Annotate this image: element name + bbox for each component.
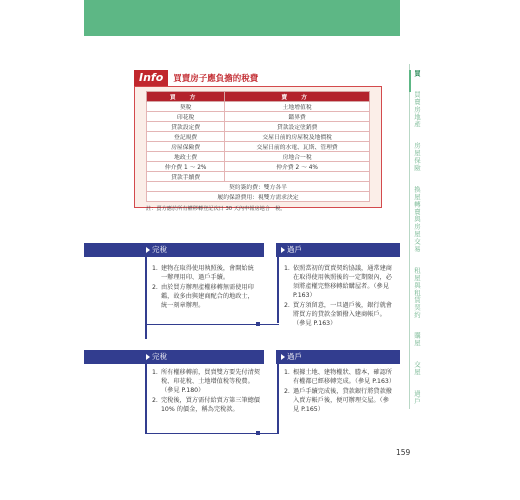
section-tag-seller-bottom	[278, 350, 305, 364]
arrow-icon	[146, 247, 150, 253]
side-tab-6[interactable]: 交屋	[413, 361, 421, 377]
table-row	[147, 172, 370, 182]
list-item: 1. 依照當初的買賣契約協議，通常建商在取得使用執照後的一定期限內，必須將產權完整移轉給購屋者。（參見 P.163）	[284, 265, 392, 299]
table-row	[147, 112, 370, 122]
side-tab-5[interactable]: 購屋	[413, 332, 421, 348]
header-band	[84, 0, 400, 36]
table-row	[147, 152, 370, 162]
section-tag-label: 過戶	[287, 352, 302, 361]
table-row-shared	[147, 182, 370, 192]
steps-seller-top	[284, 264, 394, 329]
side-tab-0[interactable]: 買	[413, 70, 421, 78]
flow-line-seller-top	[277, 257, 279, 323]
section-tag-label: 完稅	[152, 352, 167, 361]
table-row-shared	[147, 192, 370, 202]
flow-line-buyer-bottom	[145, 364, 147, 434]
seller-cell: 交屋日前的水電、瓦斯、管理費	[225, 142, 370, 152]
buyer-cell: 地政士費	[147, 152, 225, 162]
active-tab-marker	[409, 70, 411, 92]
list-item: 2. 過戶手續完成後，貸款銀行將貸款撥入賣方帳戶後，便可辦理交屋。（參見 P.165）	[284, 388, 392, 413]
table-row	[147, 162, 370, 172]
section-tag-label: 完稅	[152, 245, 167, 254]
steps-seller-bottom	[284, 368, 394, 415]
list-item: 2. 由於買方辦理產權移轉無需使用印鑑，故多由與建商配合的地政士，統一刻章辦理。	[152, 284, 254, 309]
seller-cell: 鑑界費	[225, 112, 370, 122]
section-bar-buyer-top	[84, 243, 264, 257]
flow-node	[256, 431, 260, 435]
buyer-cell: 仲介費 1 ～ 2%	[147, 162, 225, 172]
arrow-icon	[146, 354, 150, 360]
arrow-icon	[281, 247, 285, 253]
shared-cell: 履約保證費用：視雙方需求決定	[147, 192, 370, 202]
tax-table	[146, 91, 370, 202]
side-tab-2[interactable]: 房屋保險	[413, 142, 421, 173]
side-tab-4[interactable]: 租屋與租賃契約	[413, 266, 421, 319]
seller-cell: 土地增值稅	[225, 102, 370, 112]
info-badge: Info	[134, 70, 168, 86]
shared-cell: 契約簽約費：雙方各半	[147, 182, 370, 192]
buyer-cell: 貸款設定費	[147, 122, 225, 132]
buyer-cell: 貸款手續費	[147, 172, 225, 182]
arrow-icon	[281, 354, 285, 360]
side-tab-3[interactable]: 換屋轉賣與房屋交易	[413, 186, 421, 253]
section-tag-seller-top	[278, 243, 305, 257]
flow-line-seller-bottom	[277, 364, 279, 434]
side-tab-1[interactable]: 買賣房地產	[413, 91, 421, 129]
list-item: 2. 買方須留意，一旦過戶後，銀行就會將買方的貸款金額撥入建商帳戶。（參見 P.163）	[284, 302, 392, 327]
tax-table-header	[147, 92, 370, 102]
section-tag-buyer-top	[143, 243, 170, 257]
header-buyer: 買 方	[147, 92, 225, 102]
list-item: 1. 建物在取得使用執照後，會開始統一辦理用印、過戶手續。	[152, 265, 254, 281]
section-tag-buyer-bottom	[143, 350, 170, 364]
flow-line-buyer-top	[145, 257, 147, 339]
buyer-cell: 房屋保險費	[147, 142, 225, 152]
table-row	[147, 122, 370, 132]
section-tag-label: 過戶	[287, 245, 302, 254]
buyer-cell: 登記規費	[147, 132, 225, 142]
list-item: 1. 根據土地、建物權狀、謄本，確認所有權都已經移轉完成。（參見 P.163）	[284, 369, 396, 385]
seller-cell: 貸款設定塗銷費	[225, 122, 370, 132]
buyer-cell: 契稅	[147, 102, 225, 112]
seller-cell: 仲介費 2 ～ 4%	[225, 162, 370, 172]
table-row	[147, 132, 370, 142]
list-item: 1. 所有權移轉前，買賣雙方要先付清契稅、印花稅、土地增值稅等稅費。（參見 P.180）	[152, 369, 260, 394]
list-item: 2. 完稅後，買方需付給賣方第三筆總價 10% 的價金，稱為完稅款。	[152, 397, 260, 413]
side-tab-7[interactable]: 過戶	[413, 390, 421, 405]
seller-cell: 交屋日前的房屋稅及地價稅	[225, 132, 370, 142]
side-divider	[409, 64, 410, 409]
steps-buyer-top	[152, 264, 258, 311]
side-index	[413, 70, 437, 419]
flow-node	[256, 322, 260, 326]
table-row	[147, 142, 370, 152]
steps-buyer-bottom	[152, 368, 260, 415]
section-bar-buyer-bottom	[84, 350, 264, 364]
header-seller: 賣 方	[225, 92, 370, 102]
info-heading	[134, 70, 258, 86]
seller-cell	[225, 172, 370, 182]
table-footnote: 註：賣方應於所有權移轉登記次日 30 天內申報房地合一稅。	[146, 206, 286, 212]
buyer-cell: 印花稅	[147, 112, 225, 122]
info-title: 買賣房子應負擔的稅費	[173, 74, 259, 84]
page-number: 159	[396, 448, 411, 457]
table-row	[147, 102, 370, 112]
seller-cell: 房地合一稅	[225, 152, 370, 162]
